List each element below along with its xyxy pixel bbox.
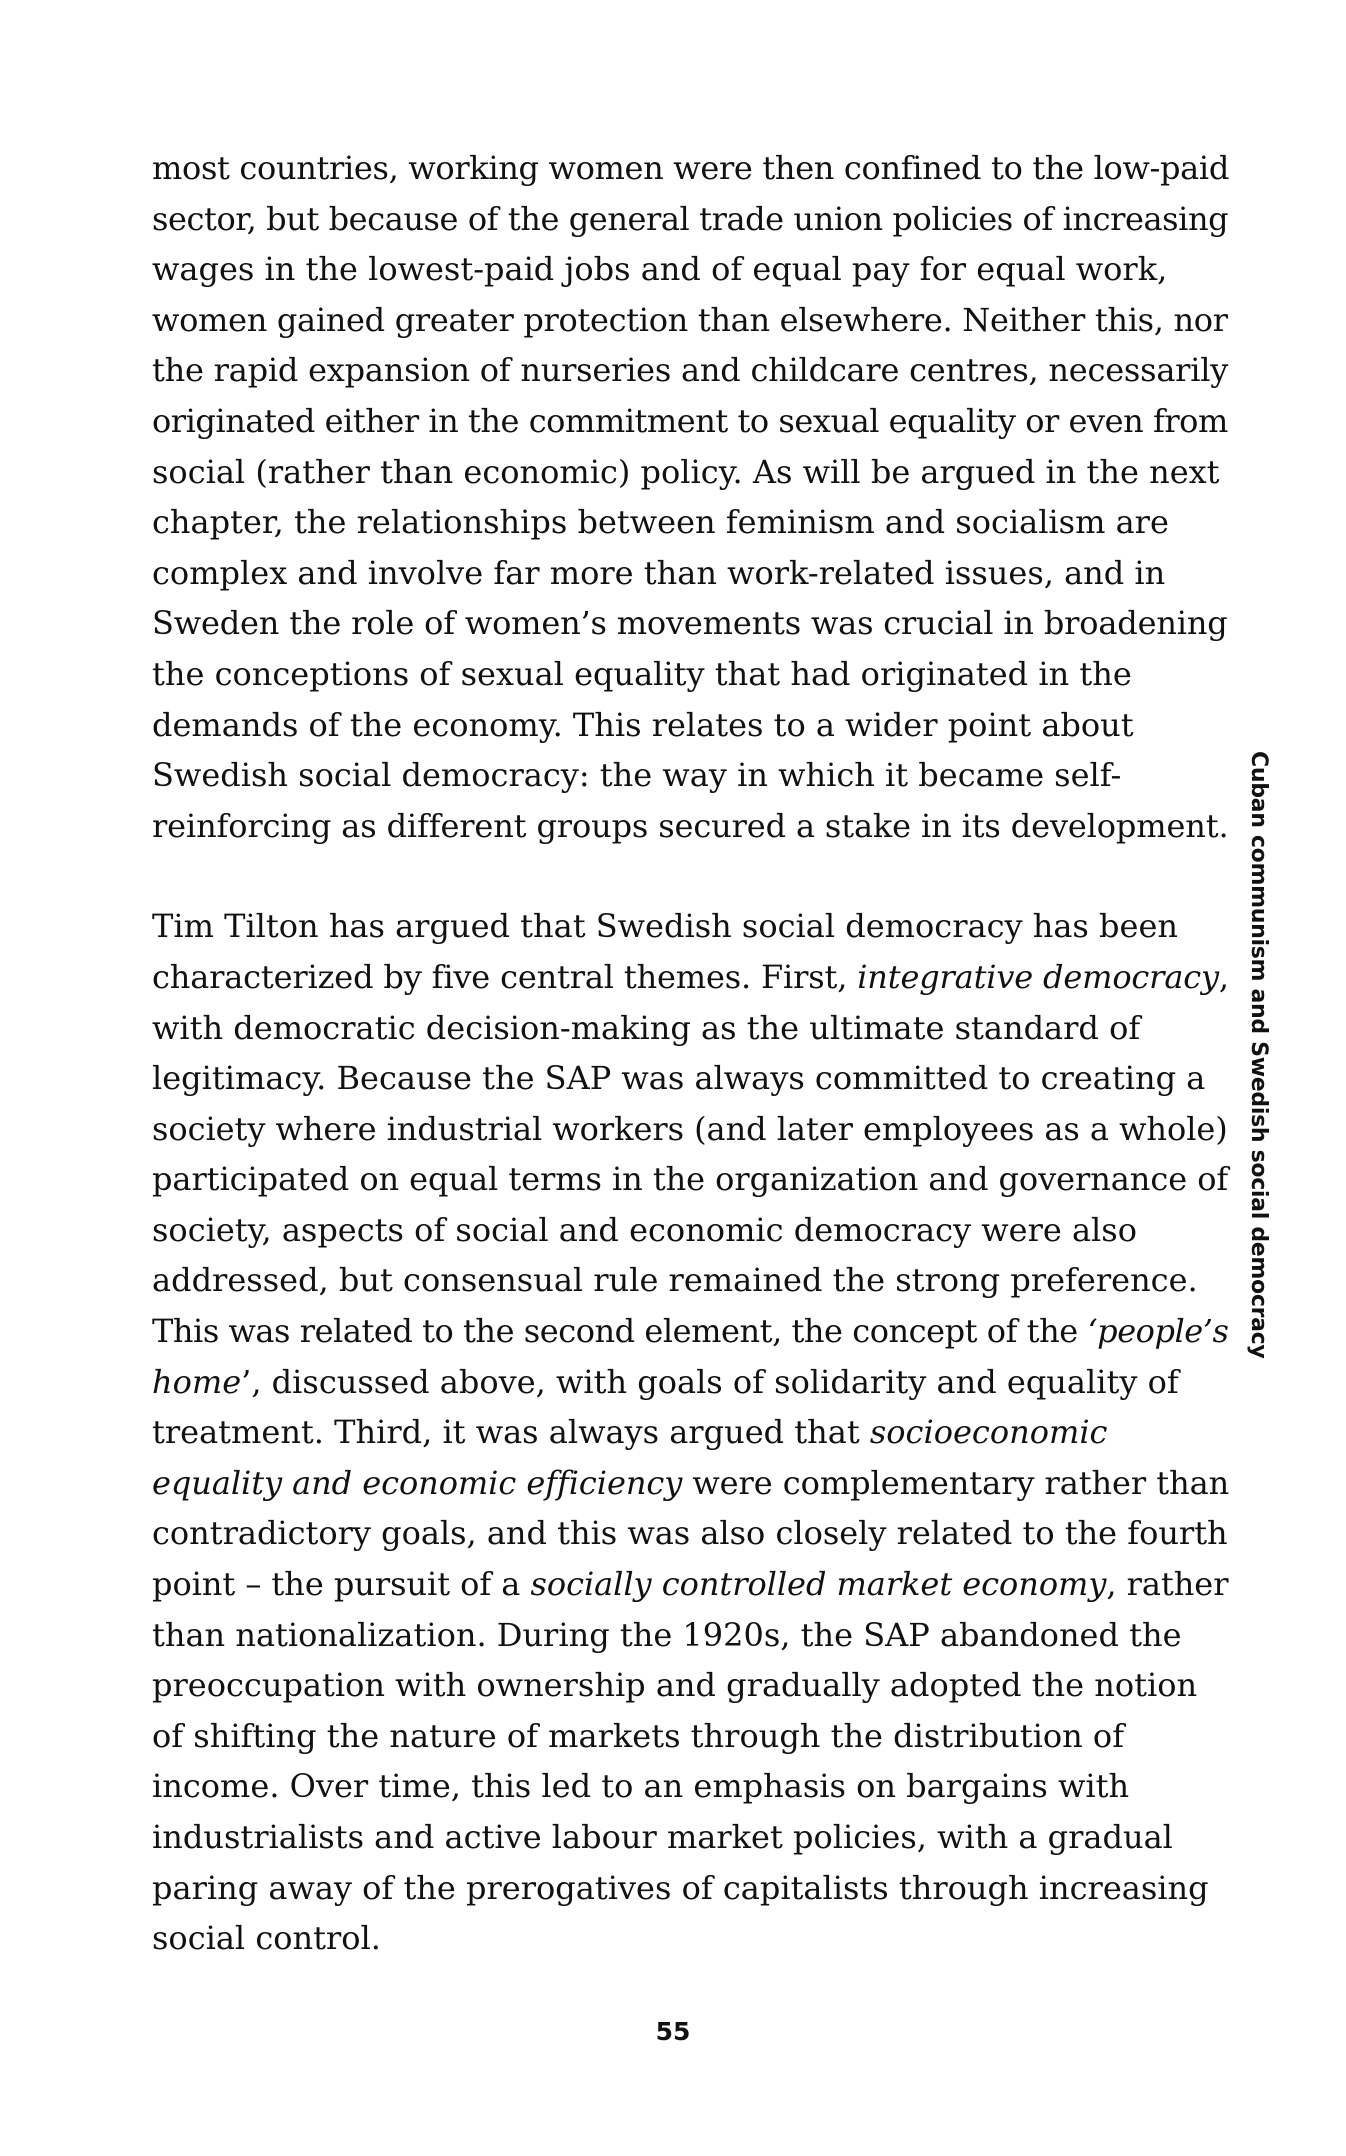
italic-phrase: socially controlled market economy [530,1565,1107,1604]
text-segment: society, aspects of social and economic democracy were also [152,1210,1137,1249]
text-segment: demands of the economy. This relates to a wider point about [152,705,1134,744]
text-line [152,1610,1228,1661]
text-line [152,345,1228,396]
text-segment: ’, discussed above, with goals of solidarity and equality of [241,1362,1179,1401]
text-segment: most countries, working women were then confined to the low-paid [152,149,1229,187]
italic-phrase: equality and economic efficiency [152,1463,683,1502]
text-segment: participated on equal terms in the organization and governance of [152,1160,1229,1199]
italic-phrase: home [152,1362,242,1401]
text-line [152,1812,1228,1863]
italic-phrase: integrative democracy [857,957,1219,996]
text-line [152,901,1228,952]
text-segment: point – the pursuit of a [152,1565,531,1604]
text-line [152,143,1228,194]
text-segment: chapter, the relationships between feminism and socialism are [152,503,1169,542]
text-segment: with democratic decision-making as the ultimate standard of [152,1008,1141,1047]
text-segment: of shifting the nature of markets through the distribution of [152,1716,1125,1755]
running-head: Cuban communism and Swedish social democracy [1246,751,1271,1359]
text-line [152,1863,1228,1914]
text-line [152,1154,1228,1205]
text-segment: the conceptions of sexual equality that had originated in the [152,654,1132,693]
text-line [152,194,1228,245]
text-line [152,295,1228,346]
text-line [152,598,1228,649]
text-line [152,1559,1228,1610]
text-line [152,952,1228,1003]
text-line [152,1306,1228,1357]
paragraph [152,901,1228,1963]
text-segment: social control. [152,1919,381,1958]
text-segment: were complementary rather than [682,1463,1230,1502]
text-line [152,447,1228,498]
text-segment: sector, but because of the general trade union policies of increasing [152,199,1229,238]
text-line [152,497,1228,548]
text-segment: society where industrial workers (and later employees as a whole) [152,1109,1228,1148]
text-line [152,1458,1228,1509]
text-line [152,1508,1228,1559]
text-line [152,1205,1228,1256]
text-segment: social (rather than economic) policy. As will be argued in the next [152,452,1220,491]
paragraph [152,143,1228,851]
text-segment: wages in the lowest-paid jobs and of equal pay for equal work, [152,250,1168,289]
text-segment: women gained greater protection than elsewhere. Neither this, nor [152,300,1228,339]
text-line [152,548,1228,599]
text-segment: treatment. Third, it was always argued that [152,1413,870,1452]
text-line [152,1053,1228,1104]
text-line [152,649,1228,700]
text-segment: , rather [1106,1565,1229,1604]
text-line [152,1660,1228,1711]
body-text [152,143,1228,1964]
text-segment: originated either in the commitment to sexual equality or even from [152,401,1228,440]
text-line [152,700,1228,751]
text-segment: preoccupation with ownership and gradually adopted the notion [152,1666,1198,1705]
text-segment: , [1218,957,1229,996]
text-segment: Swedish social democracy: the way in which it became self- [152,756,1122,795]
text-segment: This was related to the second element, the concept of the [152,1312,1088,1351]
page-number: 55 [655,2017,691,2046]
text-segment: addressed, but consensual rule remained the strong preference. [152,1261,1198,1300]
text-line [152,1357,1228,1408]
text-segment: industrialists and active labour market policies, with a gradual [152,1818,1173,1856]
text-line [152,1711,1228,1762]
text-segment: Tim Tilton has argued that Swedish social democracy has been [152,907,1178,946]
text-line [152,1407,1228,1458]
text-line [152,244,1228,295]
text-line [152,801,1228,852]
text-segment: contradictory goals, and this was also closely related to the fourth [152,1514,1228,1553]
text-line [152,1761,1228,1812]
text-segment: than nationalization. During the 1920s, the SAP abandoned the [152,1615,1182,1654]
text-segment: legitimacy. Because the SAP was always committed to creating a [152,1059,1206,1098]
text-segment: Sweden the role of women’s movements was crucial in broadening [152,604,1228,643]
text-line [152,1003,1228,1054]
text-line [152,750,1228,801]
text-segment: complex and involve far more than work-related issues, and in [152,553,1166,592]
italic-phrase: ‘people’s [1087,1312,1229,1351]
italic-phrase: socioeconomic [869,1413,1108,1452]
text-segment: characterized by five central themes. First, [152,957,858,996]
text-segment: the rapid expansion of nurseries and childcare centres, necessarily [152,351,1229,390]
text-line [152,1255,1228,1306]
text-segment: reinforcing as different groups secured a stake in its development. [152,806,1229,845]
text-segment: paring away of the prerogatives of capitalists through increasing [152,1868,1209,1907]
text-line [152,1104,1228,1155]
text-line [152,1913,1228,1964]
text-line [152,396,1228,447]
text-segment: income. Over time, this led to an emphasis on bargains with [152,1767,1130,1806]
